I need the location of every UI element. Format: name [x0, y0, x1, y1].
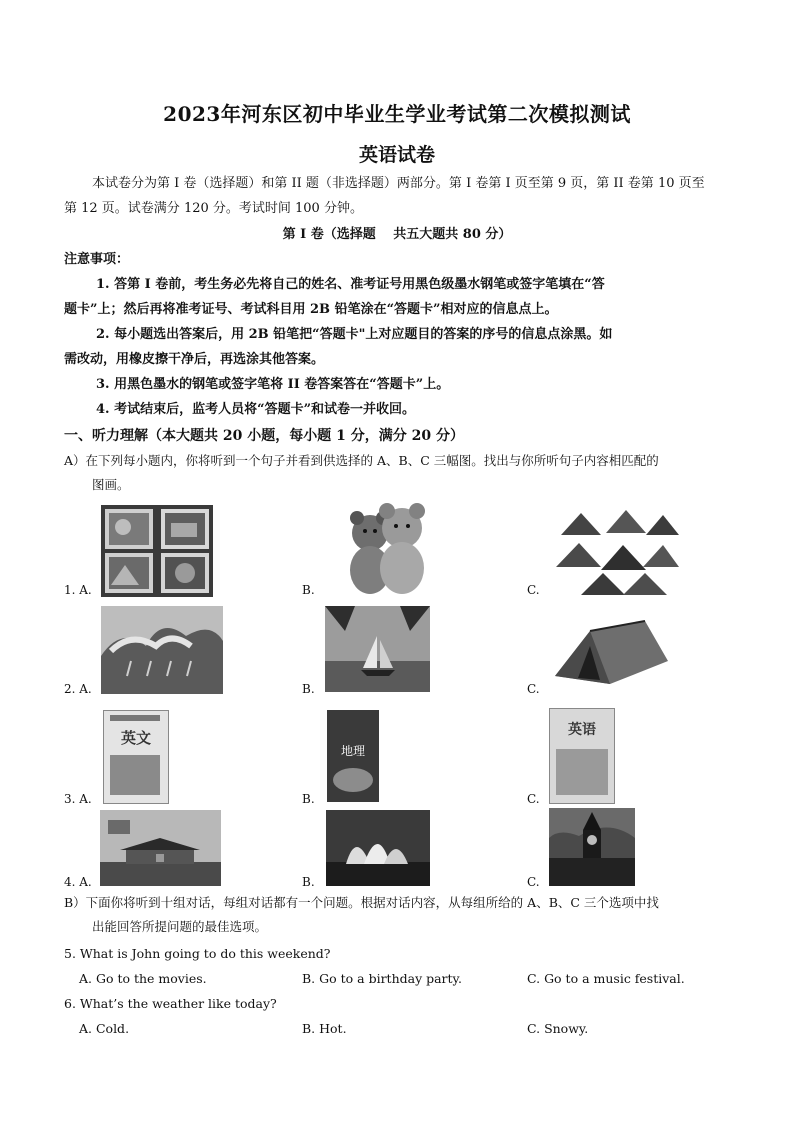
q6-option-a: A. Cold. — [79, 1021, 130, 1036]
teddy-bears-picture — [340, 498, 430, 598]
q3-label-a: 3. A. — [64, 792, 92, 806]
q5-option-a: A. Go to the movies. — [79, 971, 207, 986]
q4-label-a: 4. A. — [64, 875, 92, 889]
english-textbook-picture — [549, 708, 615, 804]
partB-instruction-line-1: B）下面你将听到十组对话，每组对话都有一个问题。根据对话内容，从每组所给的 A、B、C 三个选项中找 — [64, 895, 659, 910]
big-ben-picture — [549, 808, 635, 886]
chinese-textbook-picture — [103, 710, 169, 804]
notice-item-1-line-2: 题卡”上；然后再将准考证号、考试科目用 2B 铅笔涂在“答题卡”相对应的信息点上。 — [64, 302, 558, 317]
q4-label-b: B. — [302, 875, 315, 889]
book-title-a: 英文 — [120, 729, 151, 747]
book-title-c: 英语 — [568, 722, 596, 738]
q6-option-c: C. Snowy. — [527, 1021, 589, 1036]
q1-label-c: C. — [527, 583, 540, 597]
tiananmen-picture — [100, 810, 221, 886]
q6-stem: 6. What’s the weather like today? — [64, 996, 277, 1011]
q4-label-c: C. — [527, 875, 540, 889]
q1-label-a: 1. A. — [64, 583, 92, 597]
exam-title: 2023年河东区初中毕业生学业考试第二次模拟测试 — [163, 102, 631, 126]
intro-line-1: 本试卷分为第 I 卷（选择题）和第 II 题（非选择题）两部分。第 I 卷第 I 页至第 9 页，第 II 卷第 10 页至 — [92, 176, 705, 191]
geography-textbook-picture — [327, 710, 379, 802]
q2-label-a: 2. A. — [64, 682, 92, 696]
notice-item-3: 3. 用黑色墨水的钢笔或签字笔将 II 卷答案答在“答题卡”上。 — [96, 377, 450, 392]
partA-instruction-line-2: 图画。 — [92, 477, 130, 492]
intro-line-2: 第 12 页。试卷满分 120 分。考试时间 100 分钟。 — [64, 201, 363, 216]
tent-picture — [550, 606, 670, 692]
q5-stem: 5. What is John going to do this weekend? — [64, 946, 331, 961]
fans-picture — [551, 505, 681, 597]
partA-instruction-line-1: A）在下列每小题内，你将听到一个句子并看到供选择的 A、B、C 三幅图。找出与你所听句子内容相匹配的 — [64, 453, 659, 468]
q5-option-b: B. Go to a birthday party. — [302, 971, 462, 986]
notice-heading: 注意事项： — [64, 252, 130, 267]
part1-heading: 第 I 卷（选择题 共五大题共 80 分） — [282, 227, 512, 242]
sailboat-picture — [325, 606, 430, 692]
section1-heading: 一、听力理解（本大题共 20 小题，每小题 1 分，满分 20 分） — [64, 428, 464, 444]
sydney-opera-house-picture — [326, 810, 430, 886]
q5-option-c: C. Go to a music festival. — [527, 971, 685, 986]
partB-instruction-line-2: 出能回答所提问题的最佳选项。 — [92, 919, 268, 934]
notice-item-2-line-1: 2. 每小题选出答案后，用 2B 铅笔把“答题卡"上对应题目的答案的序号的信息点涂黑。如 — [96, 327, 613, 342]
q6-option-b: B. Hot. — [302, 1021, 347, 1036]
q3-label-b: B. — [302, 792, 315, 806]
book-title-b: 地理 — [340, 744, 365, 758]
q3-label-c: C. — [527, 792, 540, 806]
notice-item-2-line-2: 需改动，用橡皮擦干净后，再选涂其他答案。 — [64, 352, 325, 367]
rainy-weather-picture — [101, 606, 223, 694]
q2-label-b: B. — [302, 682, 315, 696]
notice-item-4: 4. 考试结束后，监考人员将“答题卡”和试卷一并收回。 — [96, 402, 416, 417]
notice-item-1-line-1: 1. 答第 I 卷前，考生务必先将自己的姓名、准考证号用黑色级墨水钢笔或签字笔填在“答 — [96, 277, 605, 292]
stamps-picture — [101, 505, 213, 597]
q1-label-b: B. — [302, 583, 315, 597]
exam-subtitle: 英语试卷 — [358, 144, 435, 166]
q2-label-c: C. — [527, 682, 540, 696]
